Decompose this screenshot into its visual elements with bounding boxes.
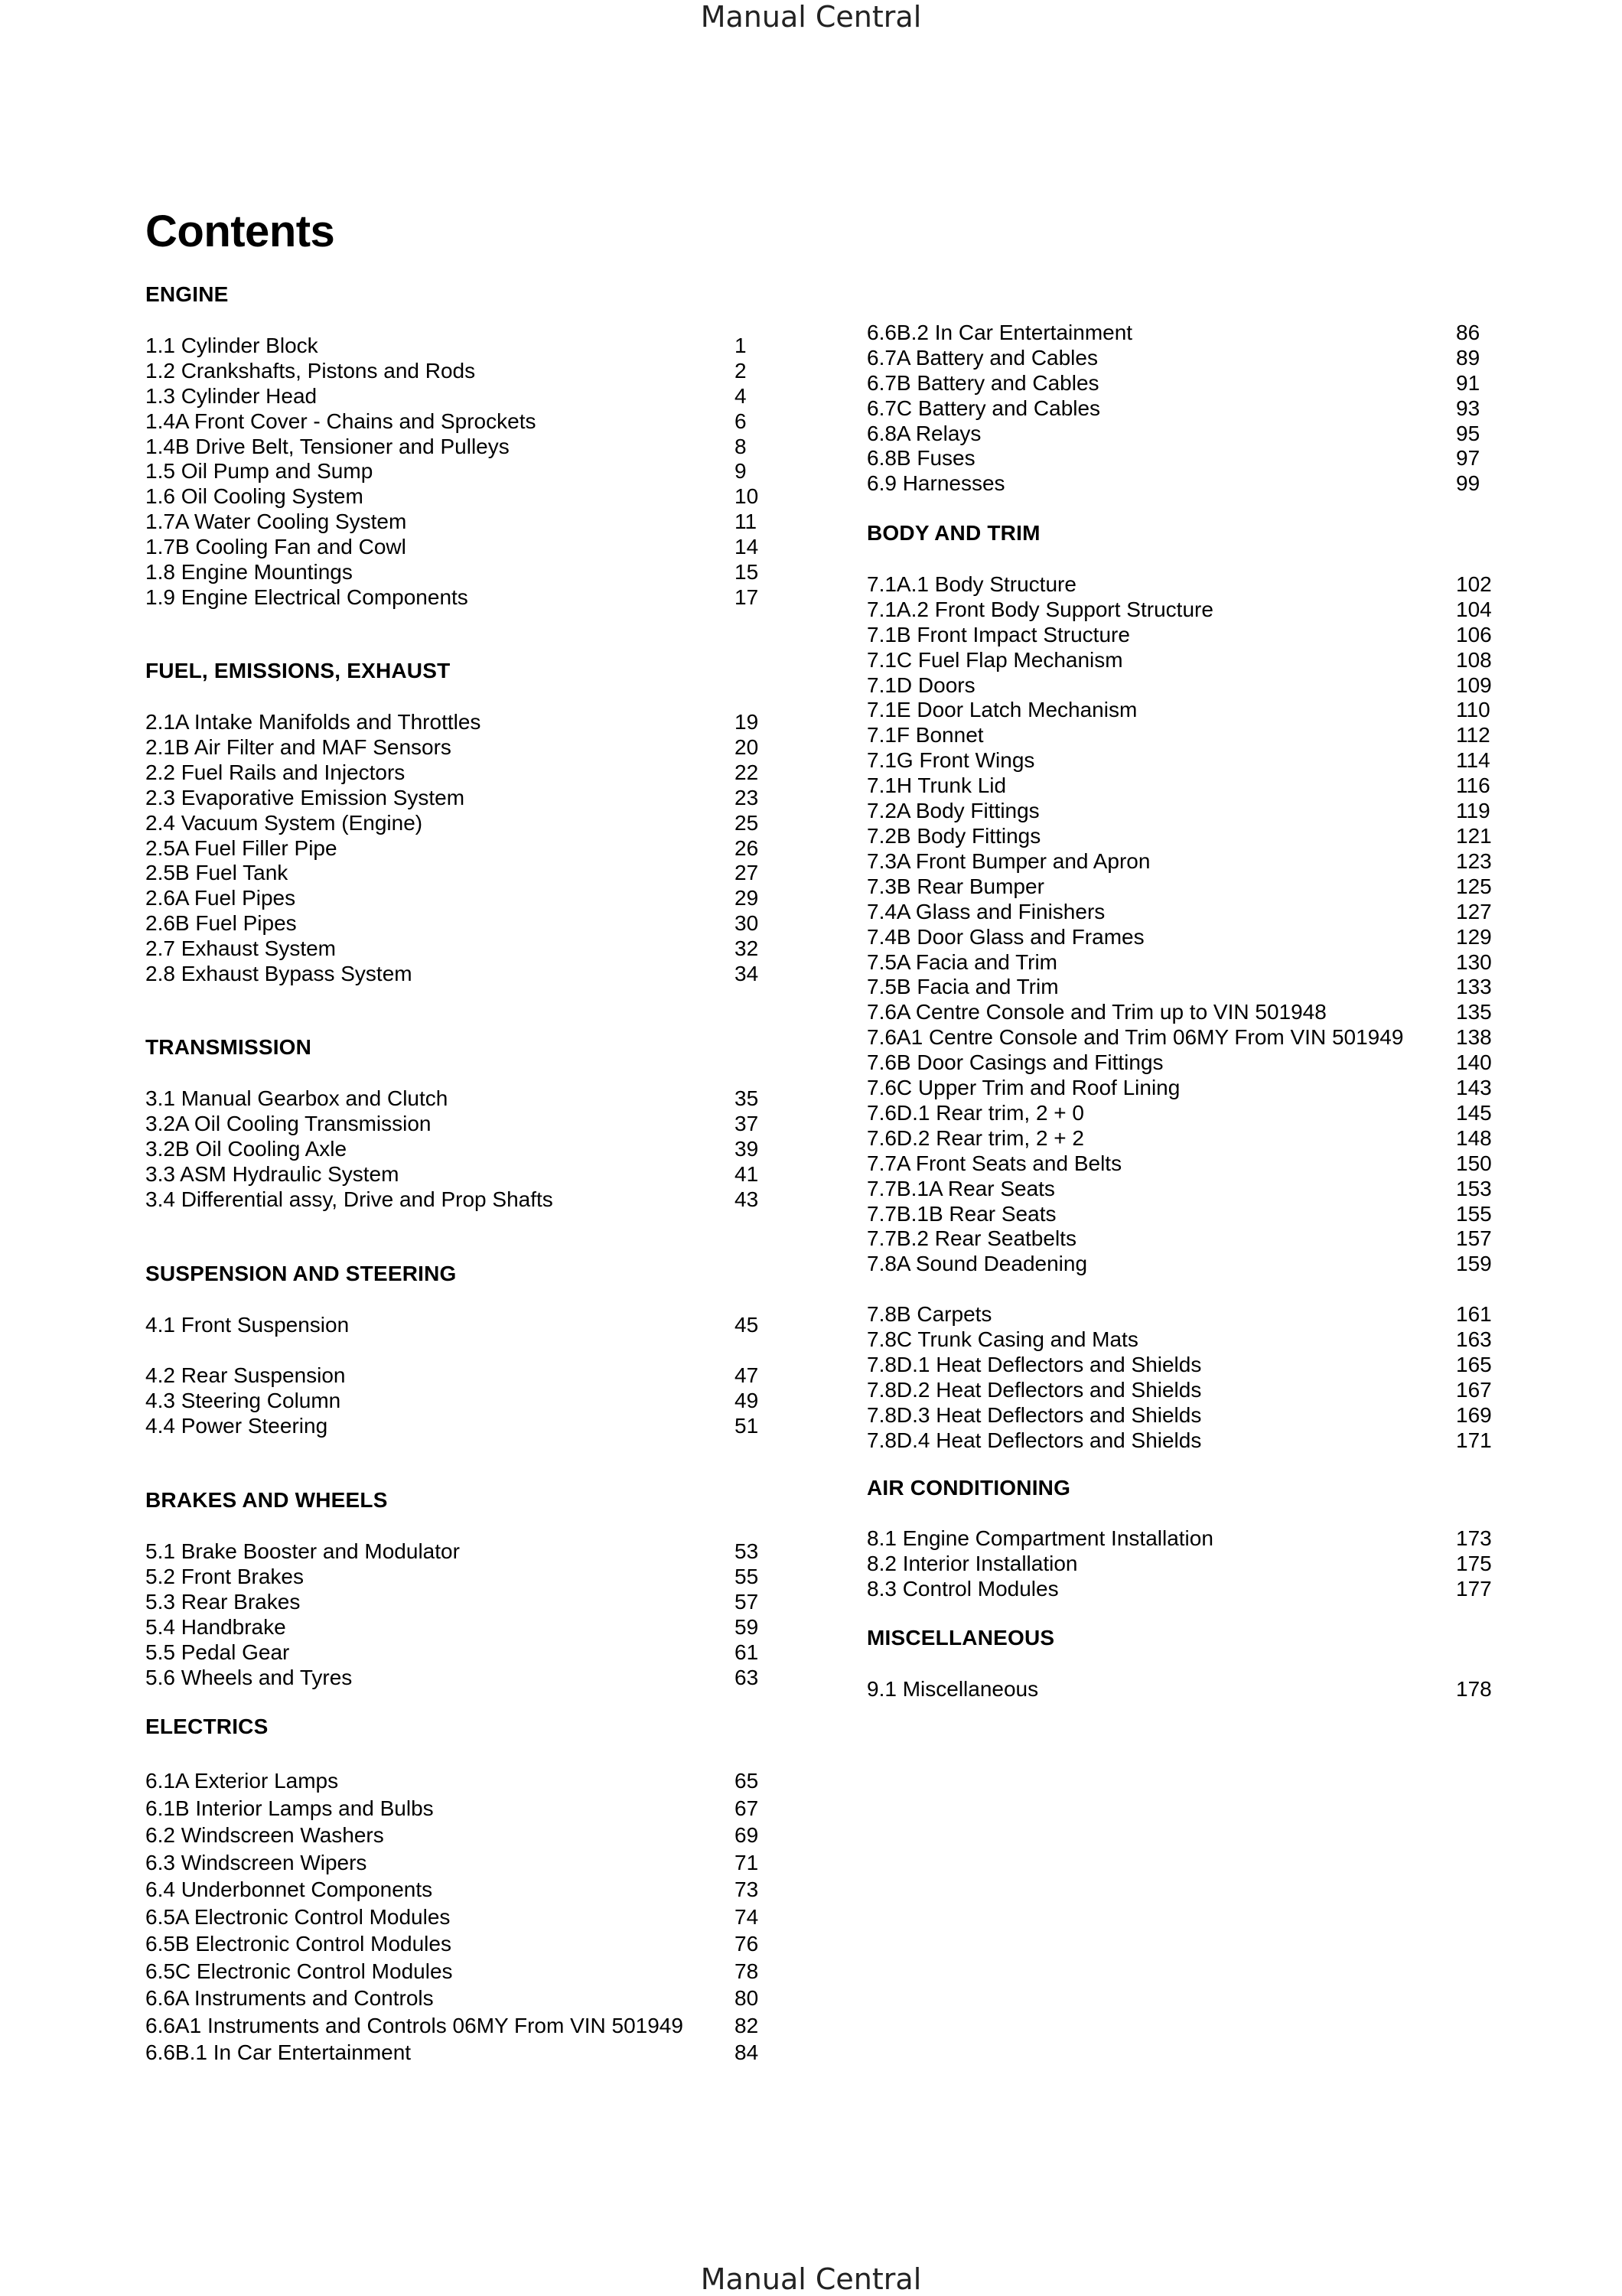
toc-entry-page-number: 59 — [734, 1615, 759, 1639]
toc-entry-page-number: 123 — [1456, 849, 1492, 873]
toc-entry-title: 2.7 Exhaust System — [145, 936, 337, 960]
toc-entry-page-number: 9 — [734, 459, 747, 483]
toc-entry-page-number: 71 — [734, 1851, 759, 1874]
toc-entry-title: 6.4 Underbonnet Components — [145, 1878, 433, 1901]
toc-entry-page-number: 110 — [1456, 698, 1490, 721]
toc-entry-page-number: 73 — [734, 1878, 759, 1901]
toc-entry-title: 7.8C Trunk Casing and Mats — [867, 1327, 1138, 1351]
toc-entry-page-number: 53 — [734, 1539, 759, 1563]
toc-entry-page-number: 11 — [734, 510, 757, 533]
toc-entry[interactable] — [145, 1665, 761, 1690]
toc-entry[interactable] — [867, 924, 1492, 949]
toc-entry-title: 1.3 Cylinder Head — [145, 384, 318, 408]
toc-entry-title: 7.1A.1 Body Structure — [867, 572, 1076, 596]
toc-entry-page-number: 155 — [1456, 1202, 1492, 1226]
toc-entry-page-number: 130 — [1456, 950, 1492, 974]
toc-entry-title: 1.2 Crankshafts, Pistons and Rods — [145, 359, 476, 383]
toc-entry-title: 7.3A Front Bumper and Apron — [867, 849, 1151, 873]
toc-entry-title: 1.7A Water Cooling System — [145, 510, 407, 533]
toc-entry-title: 8.1 Engine Compartment Installation — [867, 1526, 1213, 1550]
section-heading-miscellaneous: MISCELLANEOUS — [867, 1626, 1055, 1650]
toc-entry-title: 6.8B Fuses — [867, 446, 975, 470]
toc-entry-page-number: 4 — [734, 384, 747, 408]
toc-entry-title: 1.4A Front Cover - Chains and Sprockets — [145, 409, 536, 433]
toc-entry-page-number: 93 — [1456, 396, 1480, 420]
toc-entry-page-number: 22 — [734, 760, 759, 784]
toc-entry[interactable] — [867, 1151, 1492, 1176]
toc-entry-title: 7.6B Door Casings and Fittings — [867, 1050, 1164, 1074]
toc-entry-page-number: 25 — [734, 811, 759, 835]
section-heading-fuel-emissions-exhaust: FUEL, EMISSIONS, EXHAUST — [145, 659, 451, 682]
toc-entry-title: 7.1E Door Latch Mechanism — [867, 698, 1138, 721]
toc-entry-title: 1.7B Cooling Fan and Cowl — [145, 535, 406, 559]
toc-entry-page-number: 165 — [1456, 1353, 1492, 1376]
toc-entry-title: 7.6D.2 Rear trim, 2 + 2 — [867, 1126, 1085, 1150]
toc-entry[interactable] — [145, 1877, 761, 1902]
toc-entry[interactable] — [867, 647, 1492, 673]
toc-entry-title: 3.1 Manual Gearbox and Clutch — [145, 1086, 448, 1110]
toc-entry-page-number: 148 — [1456, 1126, 1492, 1150]
toc-entry-title: 6.3 Windscreen Wipers — [145, 1851, 367, 1874]
toc-entry[interactable] — [145, 1161, 761, 1187]
toc-entry[interactable] — [867, 747, 1490, 773]
toc-entry-title: 5.2 Front Brakes — [145, 1565, 304, 1588]
toc-entry-title: 7.4A Glass and Finishers — [867, 900, 1106, 923]
toc-entry-title: 6.5B Electronic Control Modules — [145, 1932, 451, 1956]
toc-entry[interactable] — [145, 1904, 761, 1930]
toc-entry-title: 7.8D.2 Heat Deflectors and Shields — [867, 1378, 1202, 1402]
toc-entry-page-number: 143 — [1456, 1076, 1492, 1099]
toc-entry-title: 2.8 Exhaust Bypass System — [145, 962, 412, 985]
toc-entry-page-number: 161 — [1456, 1302, 1492, 1326]
toc-entry-title: 7.1H Trunk Lid — [867, 773, 1007, 797]
toc-entry[interactable] — [145, 1388, 761, 1413]
toc-entry-page-number: 19 — [734, 710, 759, 734]
toc-entry[interactable] — [867, 320, 1483, 345]
toc-entry-title: 7.7B.2 Rear Seatbelts — [867, 1226, 1076, 1250]
toc-entry-title: 6.5C Electronic Control Modules — [145, 1959, 453, 1983]
toc-entry-page-number: 150 — [1456, 1151, 1492, 1175]
toc-entry-page-number: 20 — [734, 735, 759, 759]
toc-entry-title: 3.4 Differential assy, Drive and Prop Shafts — [145, 1187, 553, 1211]
toc-entry[interactable] — [145, 1850, 761, 1875]
toc-entry[interactable] — [145, 1985, 761, 2011]
toc-entry-title: 6.7A Battery and Cables — [867, 346, 1098, 370]
toc-entry[interactable] — [867, 572, 1492, 597]
toc-entry-title: 2.6A Fuel Pipes — [145, 886, 296, 910]
toc-entry-page-number: 17 — [734, 585, 759, 609]
toc-entry-title: 6.9 Harnesses — [867, 471, 1005, 495]
toc-entry-page-number: 97 — [1456, 446, 1480, 470]
toc-entry[interactable] — [145, 1796, 761, 1821]
section-heading-transmission: TRANSMISSION — [145, 1035, 312, 1059]
toc-entry-page-number: 116 — [1456, 773, 1490, 797]
toc-entry-title: 2.4 Vacuum System (Engine) — [145, 811, 423, 835]
section-heading-air-conditioning: AIR CONDITIONING — [867, 1476, 1071, 1500]
toc-entry[interactable] — [145, 810, 761, 835]
toc-entry-page-number: 159 — [1456, 1252, 1492, 1275]
toc-entry-page-number: 106 — [1456, 623, 1492, 646]
toc-entry-title: 2.6B Fuel Pipes — [145, 911, 297, 935]
toc-entry-page-number: 104 — [1456, 598, 1492, 621]
toc-entry-page-number: 1 — [734, 334, 747, 357]
toc-entry-page-number: 61 — [734, 1640, 759, 1664]
toc-entry-title: 7.1F Bonnet — [867, 723, 984, 747]
toc-entry-page-number: 26 — [734, 836, 759, 860]
toc-entry[interactable] — [867, 673, 1492, 698]
toc-entry-title: 2.1B Air Filter and MAF Sensors — [145, 735, 451, 759]
toc-entry-title: 1.6 Oil Cooling System — [145, 484, 363, 508]
toc-entry-title: 2.3 Evaporative Emission System — [145, 786, 465, 809]
toc-entry[interactable] — [145, 409, 761, 434]
toc-entry[interactable] — [867, 874, 1492, 899]
toc-entry[interactable] — [145, 1768, 761, 1793]
toc-entry-title: 7.8D.4 Heat Deflectors and Shields — [867, 1428, 1202, 1452]
toc-entry-title: 1.8 Engine Mountings — [145, 560, 353, 584]
toc-entry-page-number: 109 — [1456, 673, 1492, 697]
toc-entry[interactable] — [145, 1086, 761, 1111]
toc-entry-title: 1.5 Oil Pump and Sump — [145, 459, 373, 483]
toc-entry-title: 7.1B Front Impact Structure — [867, 623, 1130, 646]
toc-entry-page-number: 173 — [1456, 1526, 1492, 1550]
toc-entry[interactable] — [145, 2040, 761, 2065]
toc-entry-page-number: 145 — [1456, 1101, 1492, 1125]
toc-entry[interactable] — [145, 1136, 761, 1161]
toc-entry-page-number: 45 — [734, 1313, 759, 1337]
toc-entry-page-number: 135 — [1456, 1000, 1492, 1024]
toc-entry[interactable] — [145, 458, 761, 484]
toc-entry[interactable] — [145, 936, 761, 961]
toc-entry-title: 7.5B Facia and Trim — [867, 975, 1059, 998]
toc-entry[interactable] — [145, 509, 761, 534]
toc-entry[interactable] — [867, 622, 1492, 647]
toc-entry-page-number: 99 — [1456, 471, 1480, 495]
toc-entry[interactable] — [867, 773, 1490, 798]
toc-entry-title: 6.1B Interior Lamps and Bulbs — [145, 1796, 434, 1820]
toc-entry-title: 7.6A1 Centre Console and Trim 06MY From VIN 501949 — [867, 1025, 1404, 1049]
toc-entry-page-number: 78 — [734, 1959, 759, 1983]
toc-entry[interactable] — [867, 1301, 1492, 1327]
toc-entry[interactable] — [867, 1024, 1492, 1050]
toc-entry-title: 2.5B Fuel Tank — [145, 861, 288, 884]
toc-entry-page-number: 41 — [734, 1162, 759, 1186]
toc-entry-page-number: 138 — [1456, 1025, 1492, 1049]
toc-entry-page-number: 6 — [734, 409, 747, 433]
toc-entry[interactable] — [145, 709, 761, 734]
toc-entry-page-number: 51 — [734, 1414, 759, 1438]
toc-entry[interactable] — [867, 597, 1492, 622]
toc-entry-title: 7.1D Doors — [867, 673, 975, 697]
toc-entry-title: 2.1A Intake Manifolds and Throttles — [145, 710, 481, 734]
toc-entry-page-number: 15 — [734, 560, 759, 584]
toc-entry[interactable] — [867, 999, 1492, 1024]
toc-entry-title: 7.7B.1A Rear Seats — [867, 1177, 1055, 1200]
toc-entry[interactable] — [867, 1428, 1492, 1453]
toc-entry-page-number: 157 — [1456, 1226, 1492, 1250]
toc-entry-page-number: 95 — [1456, 422, 1480, 445]
toc-entry-page-number: 8 — [734, 435, 747, 458]
toc-entry-page-number: 163 — [1456, 1327, 1492, 1351]
toc-entry-title: 6.6B.2 In Car Entertainment — [867, 321, 1133, 344]
toc-entry-page-number: 169 — [1456, 1403, 1492, 1427]
toc-entry-title: 7.3B Rear Bumper — [867, 874, 1044, 898]
toc-entry-title: 7.2B Body Fittings — [867, 824, 1041, 848]
toc-entry-page-number: 43 — [734, 1187, 759, 1211]
toc-entry-page-number: 37 — [734, 1112, 759, 1135]
toc-entry[interactable] — [145, 1312, 761, 1337]
toc-entry[interactable] — [145, 785, 761, 810]
toc-entry[interactable] — [145, 484, 761, 509]
toc-entry-title: 7.7A Front Seats and Belts — [867, 1151, 1122, 1175]
toc-entry-title: 5.3 Rear Brakes — [145, 1590, 301, 1614]
toc-entry-title: 6.6A1 Instruments and Controls 06MY From VIN 501949 — [145, 2014, 683, 2037]
toc-entry-title: 7.1G Front Wings — [867, 748, 1035, 772]
toc-entry-title: 5.5 Pedal Gear — [145, 1640, 290, 1664]
toc-entry-page-number: 63 — [734, 1666, 759, 1689]
toc-entry[interactable] — [867, 1526, 1492, 1551]
toc-entry-page-number: 29 — [734, 886, 759, 910]
toc-entry[interactable] — [867, 370, 1483, 396]
toc-entry-page-number: 153 — [1456, 1177, 1492, 1200]
toc-entry-page-number: 82 — [734, 2014, 759, 2037]
toc-entry-page-number: 86 — [1456, 321, 1480, 344]
toc-entry-page-number: 55 — [734, 1565, 759, 1588]
toc-entry[interactable] — [867, 697, 1490, 722]
toc-entry-title: 7.4B Door Glass and Frames — [867, 925, 1145, 949]
toc-entry[interactable] — [145, 1959, 761, 1984]
toc-entry-title: 7.6A Centre Console and Trim up to VIN 501948 — [867, 1000, 1327, 1024]
section-heading-suspension-and-steering: SUSPENSION AND STEERING — [145, 1262, 457, 1285]
toc-entry-title: 7.5A Facia and Trim — [867, 950, 1058, 974]
toc-entry-title: 7.8D.3 Heat Deflectors and Shields — [867, 1403, 1202, 1427]
toc-entry[interactable] — [867, 1050, 1492, 1075]
toc-entry[interactable] — [867, 722, 1490, 747]
toc-entry[interactable] — [145, 585, 761, 610]
toc-entry-title: 3.2B Oil Cooling Axle — [145, 1137, 347, 1161]
toc-entry[interactable] — [145, 1564, 761, 1589]
toc-entry[interactable] — [867, 899, 1492, 924]
toc-entry-page-number: 125 — [1456, 874, 1492, 898]
toc-entry-title: 6.5A Electronic Control Modules — [145, 1905, 451, 1929]
toc-entry-page-number: 65 — [734, 1769, 759, 1793]
toc-entry-page-number: 39 — [734, 1137, 759, 1161]
toc-entry[interactable] — [867, 396, 1483, 421]
section-heading-brakes-and-wheels: BRAKES AND WHEELS — [145, 1488, 388, 1512]
running-footer: Manual Central — [700, 2262, 922, 2296]
toc-entry-page-number: 112 — [1456, 723, 1490, 747]
toc-entry-page-number: 67 — [734, 1796, 759, 1820]
toc-entry-page-number: 121 — [1456, 824, 1492, 848]
toc-entry[interactable] — [145, 1539, 761, 1564]
toc-entry-page-number: 167 — [1456, 1378, 1492, 1402]
toc-entry-title: 3.2A Oil Cooling Transmission — [145, 1112, 432, 1135]
toc-entry[interactable] — [867, 1327, 1492, 1352]
toc-entry-title: 7.2A Body Fittings — [867, 799, 1040, 822]
toc-entry-page-number: 35 — [734, 1086, 759, 1110]
toc-entry-page-number: 178 — [1456, 1677, 1492, 1701]
toc-entry[interactable] — [145, 961, 761, 986]
toc-entry[interactable] — [867, 421, 1483, 446]
toc-entry-page-number: 49 — [734, 1389, 759, 1412]
toc-entry-title: 5.6 Wheels and Tyres — [145, 1666, 353, 1689]
toc-entry-page-number: 133 — [1456, 975, 1492, 998]
section-heading-body-and-trim: BODY AND TRIM — [867, 521, 1041, 545]
toc-entry-page-number: 102 — [1456, 572, 1492, 596]
toc-entry[interactable] — [145, 860, 761, 885]
toc-entry-title: 8.2 Interior Installation — [867, 1552, 1078, 1575]
toc-entry-title: 4.4 Power Steering — [145, 1414, 328, 1438]
toc-entry-title: 7.6C Upper Trim and Roof Lining — [867, 1076, 1181, 1099]
section-heading-engine: ENGINE — [145, 282, 229, 306]
toc-entry[interactable] — [145, 559, 761, 585]
toc-entry[interactable] — [145, 1187, 761, 1212]
toc-entry-page-number: 89 — [1456, 346, 1480, 370]
toc-entry[interactable] — [867, 1176, 1492, 1201]
toc-entry[interactable] — [867, 1201, 1492, 1226]
toc-entry-page-number: 140 — [1456, 1050, 1492, 1074]
toc-entry-title: 8.3 Control Modules — [867, 1577, 1059, 1601]
toc-entry-title: 5.4 Handbrake — [145, 1615, 286, 1639]
toc-entry-title: 7.1A.2 Front Body Support Structure — [867, 598, 1213, 621]
toc-entry-page-number: 114 — [1456, 748, 1490, 772]
toc-entry[interactable] — [867, 848, 1492, 874]
toc-entry-title: 7.8A Sound Deadening — [867, 1252, 1088, 1275]
toc-entry[interactable] — [867, 1551, 1492, 1576]
toc-entry-page-number: 171 — [1456, 1428, 1492, 1452]
toc-entry-page-number: 74 — [734, 1905, 759, 1929]
toc-entry-title: 1.1 Cylinder Block — [145, 334, 318, 357]
toc-entry-title: 6.8A Relays — [867, 422, 982, 445]
toc-entry-page-number: 108 — [1456, 648, 1492, 672]
toc-entry[interactable] — [145, 534, 761, 559]
toc-entry-page-number: 69 — [734, 1823, 759, 1847]
toc-entry[interactable] — [867, 1125, 1492, 1151]
toc-entry[interactable] — [867, 1352, 1492, 1377]
toc-entry[interactable] — [867, 1377, 1492, 1402]
toc-entry-title: 6.6A Instruments and Controls — [145, 1986, 434, 2010]
toc-entry-title: 7.8B Carpets — [867, 1302, 992, 1326]
page-title: Contents — [145, 207, 335, 256]
toc-entry[interactable] — [867, 1576, 1492, 1601]
toc-entry[interactable] — [145, 1640, 761, 1665]
toc-entry[interactable] — [867, 445, 1483, 471]
toc-entry-title: 1.9 Engine Electrical Components — [145, 585, 468, 609]
toc-entry-title: 6.2 Windscreen Washers — [145, 1823, 384, 1847]
toc-entry[interactable] — [867, 1226, 1492, 1251]
toc-entry-title: 2.2 Fuel Rails and Injectors — [145, 760, 406, 784]
toc-entry-page-number: 175 — [1456, 1552, 1492, 1575]
toc-entry-page-number: 84 — [734, 2040, 759, 2064]
toc-entry[interactable] — [145, 2013, 761, 2038]
toc-entry[interactable] — [145, 358, 761, 383]
section-heading-electrics: ELECTRICS — [145, 1715, 269, 1738]
toc-entry[interactable] — [867, 823, 1492, 848]
toc-entry-title: 6.7B Battery and Cables — [867, 371, 1099, 395]
toc-entry-title: 7.7B.1B Rear Seats — [867, 1202, 1057, 1226]
toc-entry-title: 7.1C Fuel Flap Mechanism — [867, 648, 1123, 672]
toc-entry-title: 9.1 Miscellaneous — [867, 1677, 1039, 1701]
toc-entry-title: 3.3 ASM Hydraulic System — [145, 1162, 399, 1186]
toc-entry[interactable] — [867, 471, 1483, 496]
toc-entry[interactable] — [145, 910, 761, 936]
toc-entry-page-number: 47 — [734, 1363, 759, 1387]
toc-entry-title: 4.2 Rear Suspension — [145, 1363, 346, 1387]
toc-entry[interactable] — [145, 1931, 761, 1956]
toc-entry-page-number: 14 — [734, 535, 759, 559]
toc-entry[interactable] — [145, 1363, 761, 1388]
toc-entry-title: 2.5A Fuel Filler Pipe — [145, 836, 337, 860]
toc-entry[interactable] — [145, 1589, 761, 1614]
toc-entry-title: 4.3 Steering Column — [145, 1389, 341, 1412]
toc-entry-page-number: 91 — [1456, 371, 1480, 395]
toc-entry[interactable] — [145, 760, 761, 785]
toc-entry[interactable] — [867, 1402, 1492, 1428]
toc-entry-page-number: 32 — [734, 936, 759, 960]
toc-entry[interactable] — [145, 1822, 761, 1848]
toc-entry-page-number: 129 — [1456, 925, 1492, 949]
toc-entry-title: 6.7C Battery and Cables — [867, 396, 1101, 420]
toc-entry-title: 1.4B Drive Belt, Tensioner and Pulleys — [145, 435, 510, 458]
toc-entry-page-number: 80 — [734, 1986, 759, 2010]
toc-entry-page-number: 2 — [734, 359, 747, 383]
toc-entry-page-number: 119 — [1456, 799, 1490, 822]
toc-entry[interactable] — [145, 734, 761, 760]
toc-entry-title: 5.1 Brake Booster and Modulator — [145, 1539, 460, 1563]
toc-entry[interactable] — [145, 1614, 761, 1640]
toc-entry[interactable] — [145, 835, 761, 861]
toc-entry-page-number: 177 — [1456, 1577, 1492, 1601]
toc-entry[interactable] — [867, 949, 1492, 975]
toc-entry[interactable] — [867, 1251, 1492, 1276]
toc-entry-page-number: 34 — [734, 962, 759, 985]
toc-entry[interactable] — [145, 434, 761, 459]
running-header: Manual Central — [700, 0, 922, 34]
toc-entry-title: 7.6D.1 Rear trim, 2 + 0 — [867, 1101, 1085, 1125]
toc-entry[interactable] — [867, 345, 1483, 370]
toc-entry-title: 6.1A Exterior Lamps — [145, 1769, 339, 1793]
toc-entry-page-number: 30 — [734, 911, 759, 935]
toc-entry[interactable] — [867, 1100, 1492, 1125]
toc-entry-page-number: 23 — [734, 786, 759, 809]
toc-entry-page-number: 76 — [734, 1932, 759, 1956]
toc-entry[interactable] — [867, 798, 1490, 823]
toc-entry-page-number: 127 — [1456, 900, 1492, 923]
toc-entry[interactable] — [145, 885, 761, 910]
toc-entry[interactable] — [145, 1413, 761, 1438]
toc-entry[interactable] — [145, 333, 761, 358]
toc-entry[interactable] — [145, 383, 761, 409]
toc-entry-title: 7.8D.1 Heat Deflectors and Shields — [867, 1353, 1202, 1376]
toc-entry-page-number: 27 — [734, 861, 759, 884]
toc-entry-title: 6.6B.1 In Car Entertainment — [145, 2040, 412, 2064]
toc-entry[interactable] — [867, 1676, 1492, 1702]
toc-entry[interactable] — [867, 1075, 1492, 1100]
toc-entry-page-number: 57 — [734, 1590, 759, 1614]
toc-entry[interactable] — [867, 974, 1492, 999]
toc-entry-page-number: 10 — [734, 484, 759, 508]
toc-entry[interactable] — [145, 1111, 761, 1136]
toc-entry-title: 4.1 Front Suspension — [145, 1313, 350, 1337]
